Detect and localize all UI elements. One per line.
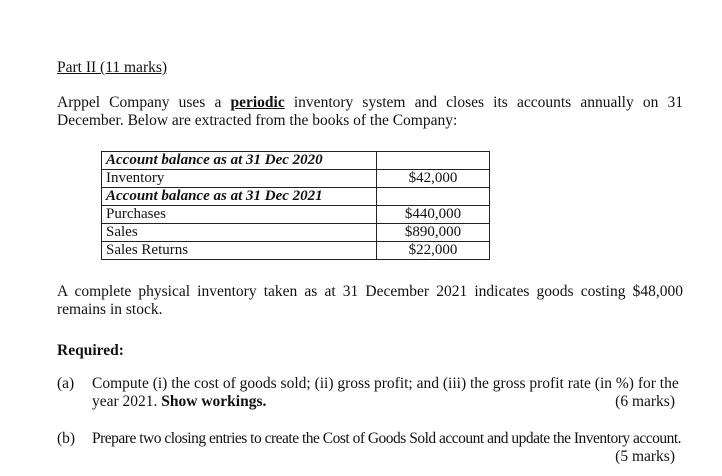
inventory-value: $42,000 bbox=[377, 170, 490, 188]
question-b-text: Prepare two closing entries to create the Cost of Goods Sold account and update the Inventory account. bbox=[92, 430, 682, 447]
sales-returns-value: $22,000 bbox=[377, 242, 490, 260]
table-row bbox=[102, 152, 490, 170]
question-b-marks: (5 marks) bbox=[615, 448, 675, 465]
inventory-label: Inventory bbox=[102, 170, 377, 188]
intro-paragraph bbox=[57, 94, 683, 130]
question-a-label: (a) bbox=[57, 375, 75, 392]
question-a-bold: Show workings. bbox=[161, 393, 267, 410]
intro-text-before: Arppel Company uses a bbox=[57, 94, 231, 111]
table-row bbox=[102, 242, 490, 260]
question-a-body: Compute (i) the cost of goods sold; (ii) gross profit; and (iii) the gross profit rate (in %) for the year 2021. bbox=[92, 375, 679, 410]
empty-cell bbox=[377, 152, 490, 170]
required-heading: Required: bbox=[57, 342, 124, 359]
sales-returns-label: Sales Returns bbox=[102, 242, 377, 260]
header-2021: Account balance as at 31 Dec 2021 bbox=[102, 188, 377, 206]
intro-text-after: inventory system and closes its accounts annually on 31 December. Below are extracted from the books of the Company: bbox=[57, 94, 684, 129]
table-row bbox=[102, 224, 490, 242]
sales-label: Sales bbox=[102, 224, 377, 242]
part-heading: Part II (11 marks) bbox=[57, 59, 168, 76]
question-a-text bbox=[92, 375, 683, 411]
sales-value: $890,000 bbox=[377, 224, 490, 242]
empty-cell bbox=[377, 188, 490, 206]
physical-inventory-note: A complete physical inventory taken as at 31 December 2021 indicates goods costing $48,000 remains in stock. bbox=[57, 283, 683, 318]
account-balance-table bbox=[101, 151, 490, 260]
purchases-label: Purchases bbox=[102, 206, 377, 224]
purchases-value: $440,000 bbox=[377, 206, 490, 224]
question-a-marks: (6 marks) bbox=[615, 393, 675, 410]
intro-emphasis: periodic bbox=[230, 94, 285, 111]
header-2020: Account balance as at 31 Dec 2020 bbox=[102, 152, 377, 170]
table-row bbox=[102, 206, 490, 224]
table-row bbox=[102, 188, 490, 206]
table-row bbox=[102, 170, 490, 188]
question-b-label: (b) bbox=[57, 430, 76, 447]
